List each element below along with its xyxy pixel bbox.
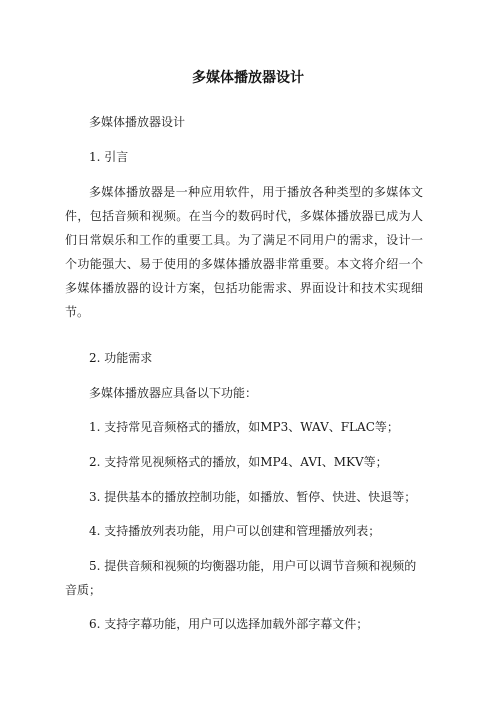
list-item: 1. 支持常见音频格式的播放，如MP3、WAV、FLAC等； <box>89 420 399 434</box>
section-heading-introduction: 1. 引言 <box>89 150 129 164</box>
list-item: 6. 支持字幕功能，用户可以选择加载外部字幕文件； <box>89 617 369 631</box>
intro-paragraph: 多媒体播放器是一种应用软件，用于播放各种类型的多媒体文件，包括音频和视频。在当今的数码时代，多媒体播放器已成为人们日常娱乐和工作的重要工具。为了满足不同用户的需求，设计一个功能强大、易于使用的多媒体播放器非常重要。本文将介绍一个多媒体播放器的设计方案，包括功能需求、界面设计和技术实现细节。 <box>65 185 423 319</box>
list-item: 4. 支持播放列表功能，用户可以创建和管理播放列表； <box>89 524 381 538</box>
section-heading-requirements: 2. 功能需求 <box>89 351 153 365</box>
requirements-intro: 多媒体播放器应具备以下功能： <box>89 386 258 400</box>
document-title: 多媒体播放器设计 <box>192 70 304 86</box>
document-subtitle: 多媒体播放器设计 <box>89 115 186 129</box>
list-item: 2. 支持常见视频格式的播放，如MP4、AVI、MKV等； <box>89 455 388 469</box>
list-item: 5. 提供音频和视频的均衡器功能，用户可以调节音频和视频的音质； <box>65 559 417 597</box>
list-item: 3. 提供基本的播放控制功能，如播放、暂停、快进、快退等； <box>89 490 417 504</box>
